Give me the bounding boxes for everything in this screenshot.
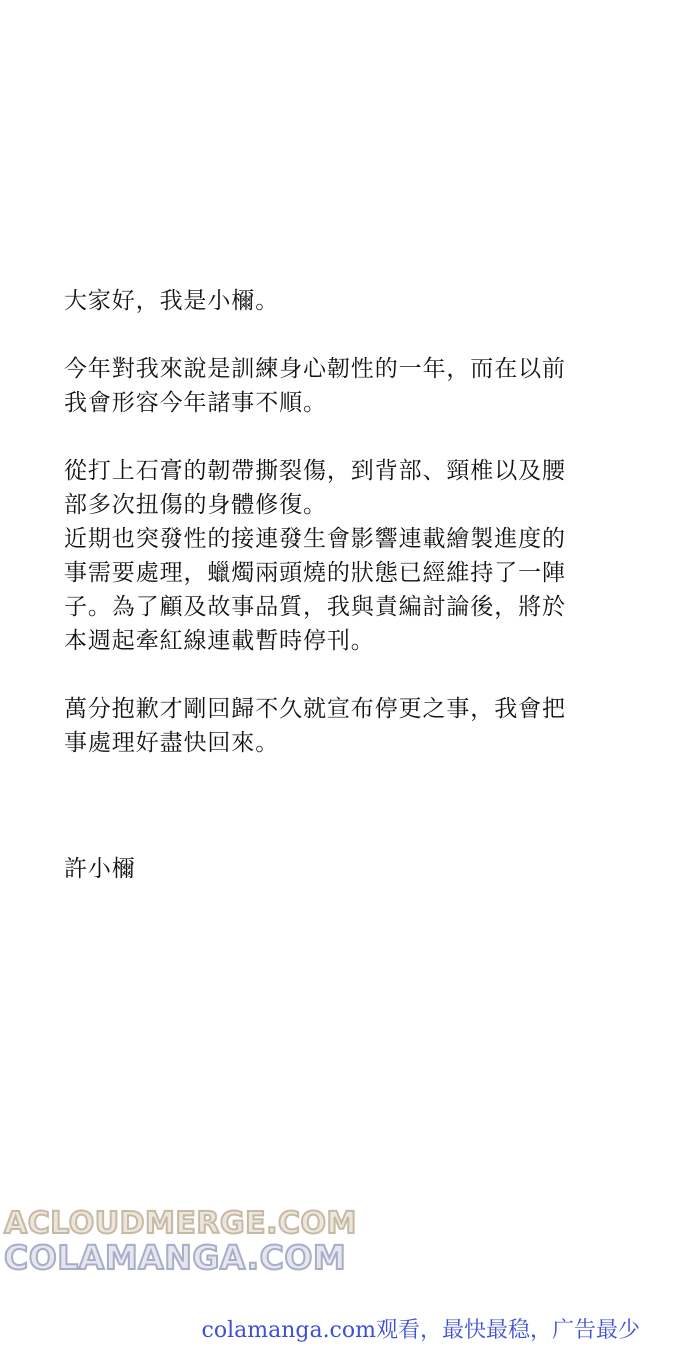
- year-reflection-paragraph: [64, 352, 644, 420]
- site-footer-link[interactable]: colamanga.com观看，最快最稳，广告最少: [201, 1318, 640, 1343]
- apology-paragraph: [64, 692, 644, 760]
- text-line: 子。為了顧及故事品質，我與責編討論後，將於: [64, 594, 566, 620]
- text-line: 近期也突發性的接連發生會影響連載繪製進度的: [64, 526, 566, 552]
- text-line: 今年對我來說是訓練身心韌性的一年，而在以前: [64, 356, 566, 382]
- text-line: 事需要處理，蠟燭兩頭燒的狀態已經維持了一陣: [64, 560, 566, 586]
- announcement-letter: [64, 284, 644, 760]
- author-signature: 許小檷: [64, 856, 136, 882]
- text-line: 本週起牽紅線連載暫時停刊。: [64, 628, 375, 654]
- watermark-acloudmerge: ACLOUDMERGE.COM: [4, 1206, 357, 1241]
- watermark-colamanga: COLAMANGA.COM: [4, 1238, 347, 1277]
- text-line: 萬分抱歉才剛回歸不久就宣布停更之事，我會把: [64, 696, 566, 722]
- text-line: 大家好，我是小檷。: [64, 288, 280, 314]
- text-line: 從打上石膏的韌帶撕裂傷，到背部、頸椎以及腰: [64, 458, 566, 484]
- text-line: 我會形容今年諸事不順。: [64, 390, 327, 416]
- hiatus-paragraph: [64, 522, 644, 658]
- text-line: 事處理好盡快回來。: [64, 730, 280, 756]
- text-line: 部多次扭傷的身體修復。: [64, 492, 327, 518]
- greeting-paragraph: [64, 284, 644, 318]
- injury-paragraph: [64, 454, 644, 522]
